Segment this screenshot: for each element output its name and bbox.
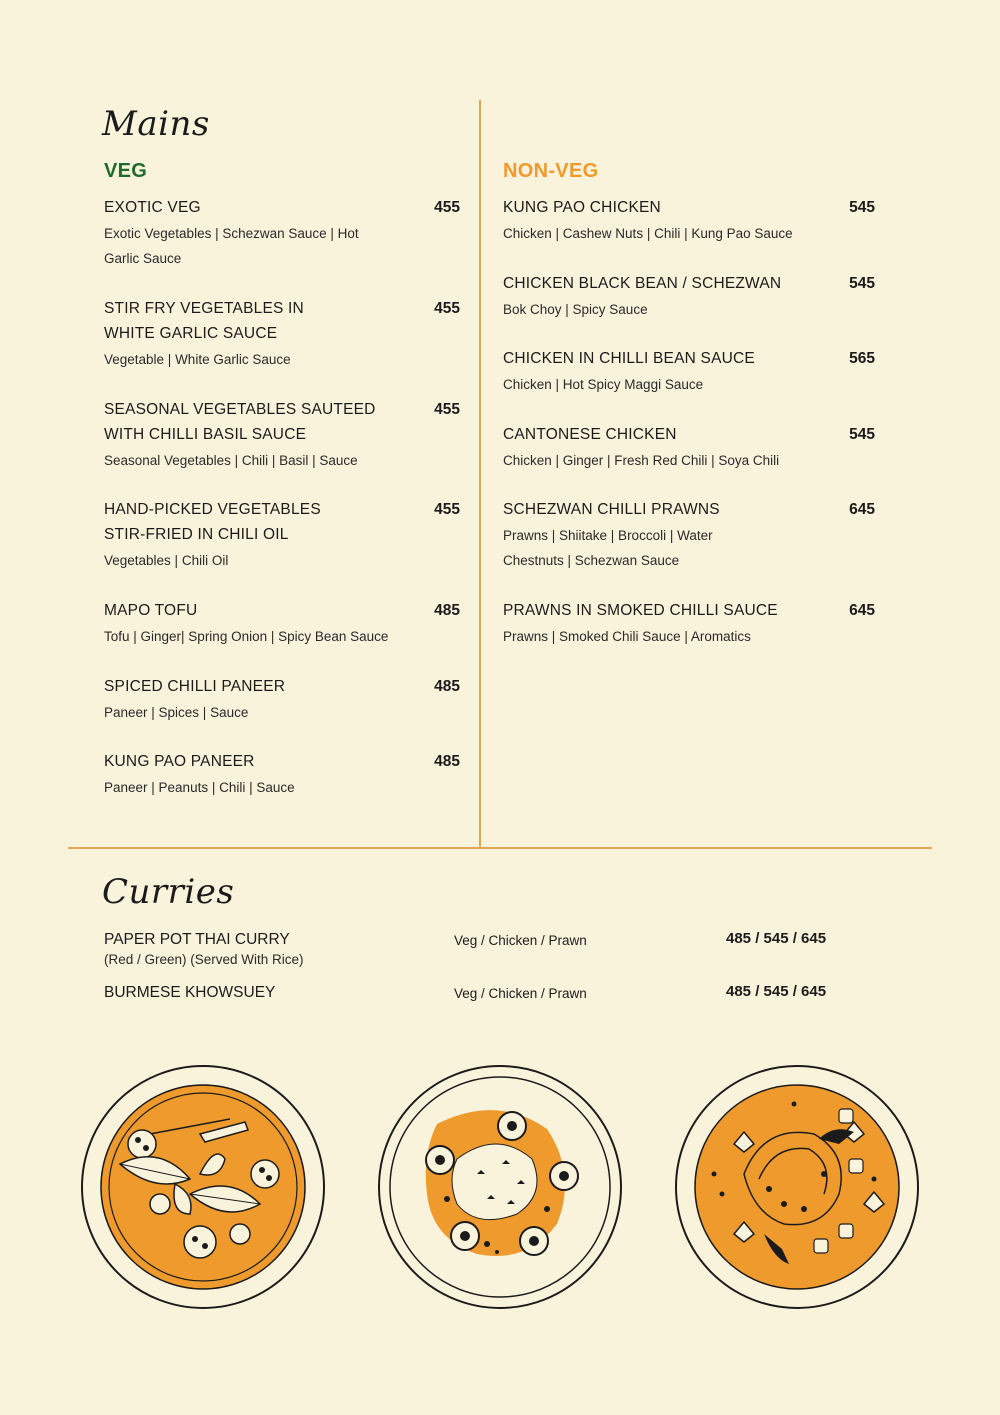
curry-price: 485 / 545 / 645 (726, 983, 827, 1000)
curries-title: Curries (102, 872, 235, 912)
menu-item-mapo-tofu (104, 598, 460, 649)
curry-bowl-with-leaves-icon (80, 1064, 326, 1310)
menu-item-kung-pao-paneer (104, 749, 460, 800)
item-price: 645 (849, 501, 875, 518)
rice-plate-icon (377, 1064, 623, 1310)
menu-item-cantonese-chicken (503, 422, 875, 473)
item-price: 545 (849, 426, 875, 443)
curry-item-burmese-khowsuey (104, 983, 864, 1003)
curry-name: PAPER POT THAI CURRY (104, 931, 290, 948)
item-name: EXOTIC VEG (104, 199, 201, 216)
item-name: CHICKEN BLACK BEAN / SCHEZWAN (503, 275, 782, 292)
column-divider (479, 100, 481, 848)
mains-title: Mains (102, 104, 210, 144)
item-name: STIR FRY VEGETABLES IN WHITE GARLIC SAUCE (104, 300, 304, 342)
item-desc: Vegetables | Chili Oil (104, 553, 229, 568)
menu-item-seasonal-vegetables (104, 397, 460, 473)
item-price: 565 (849, 350, 875, 367)
item-desc: Exotic Vegetables | Schezwan Sauce | Hot Garlic Sauce (104, 226, 359, 266)
item-price: 455 (434, 501, 460, 518)
item-name: CHICKEN IN CHILLI BEAN SAUCE (503, 350, 755, 367)
item-price: 455 (434, 199, 460, 216)
curry-item-paper-pot-thai (104, 930, 864, 970)
curry-price: 485 / 545 / 645 (726, 930, 827, 947)
menu-item-exotic-veg (104, 195, 460, 271)
item-desc: Paneer | Spices | Sauce (104, 705, 249, 720)
item-name: HAND-PICKED VEGETABLES STIR-FRIED IN CHILI OIL (104, 501, 321, 543)
item-name: SEASONAL VEGETABLES SAUTEED WITH CHILLI BASIL SAUCE (104, 401, 376, 443)
item-price: 455 (434, 300, 460, 317)
curry-subtitle: (Red / Green) (Served With Rice) (104, 952, 304, 967)
item-price: 455 (434, 401, 460, 418)
item-price: 545 (849, 199, 875, 216)
nonveg-heading: NON-VEG (503, 160, 599, 182)
menu-item-chicken-black-bean (503, 271, 875, 322)
menu-item-kung-pao-chicken (503, 195, 875, 246)
item-price: 545 (849, 275, 875, 292)
item-desc: Chicken | Hot Spicy Maggi Sauce (503, 377, 704, 392)
menu-item-hand-picked-vegetables (104, 497, 460, 573)
item-desc: Prawns | Shiitake | Broccoli | Water Chestnuts | Schezwan Sauce (503, 528, 713, 568)
veg-heading: VEG (104, 160, 148, 182)
curry-options: Veg / Chicken / Prawn (454, 986, 587, 1001)
item-price: 485 (434, 602, 460, 619)
item-name: CANTONESE CHICKEN (503, 426, 677, 443)
item-desc: Chicken | Ginger | Fresh Red Chili | Soya Chili (503, 453, 780, 468)
item-price: 485 (434, 753, 460, 770)
item-price: 645 (849, 602, 875, 619)
item-desc: Tofu | Ginger| Spring Onion | Spicy Bean Sauce (104, 629, 389, 644)
menu-item-prawns-in-smoked-chilli-sauce (503, 598, 875, 649)
item-name: PRAWNS IN SMOKED CHILLI SAUCE (503, 602, 778, 619)
item-price: 485 (434, 678, 460, 695)
item-desc: Prawns | Smoked Chili Sauce | Aromatics (503, 629, 751, 644)
menu-item-chicken-in-chilli-bean-sauce (503, 346, 875, 397)
menu-item-stir-fry-vegetables (104, 296, 460, 372)
item-desc: Chicken | Cashew Nuts | Chili | Kung Pao Sauce (503, 226, 793, 241)
item-name: SCHEZWAN CHILLI PRAWNS (503, 501, 720, 518)
prawn-curry-bowl-icon (674, 1064, 920, 1310)
section-divider (68, 847, 932, 849)
curry-options: Veg / Chicken / Prawn (454, 933, 587, 948)
item-desc: Paneer | Peanuts | Chili | Sauce (104, 780, 295, 795)
item-name: SPICED CHILLI PANEER (104, 678, 286, 695)
item-name: KUNG PAO CHICKEN (503, 199, 661, 216)
menu-item-spiced-chilli-paneer (104, 674, 460, 725)
menu-item-schezwan-chilli-prawns (503, 497, 875, 573)
curry-name: BURMESE KHOWSUEY (104, 984, 276, 1001)
item-name: MAPO TOFU (104, 602, 198, 619)
item-desc: Bok Choy | Spicy Sauce (503, 302, 648, 317)
item-name: KUNG PAO PANEER (104, 753, 255, 770)
item-desc: Vegetable | White Garlic Sauce (104, 352, 291, 367)
item-desc: Seasonal Vegetables | Chili | Basil | Sauce (104, 453, 358, 468)
